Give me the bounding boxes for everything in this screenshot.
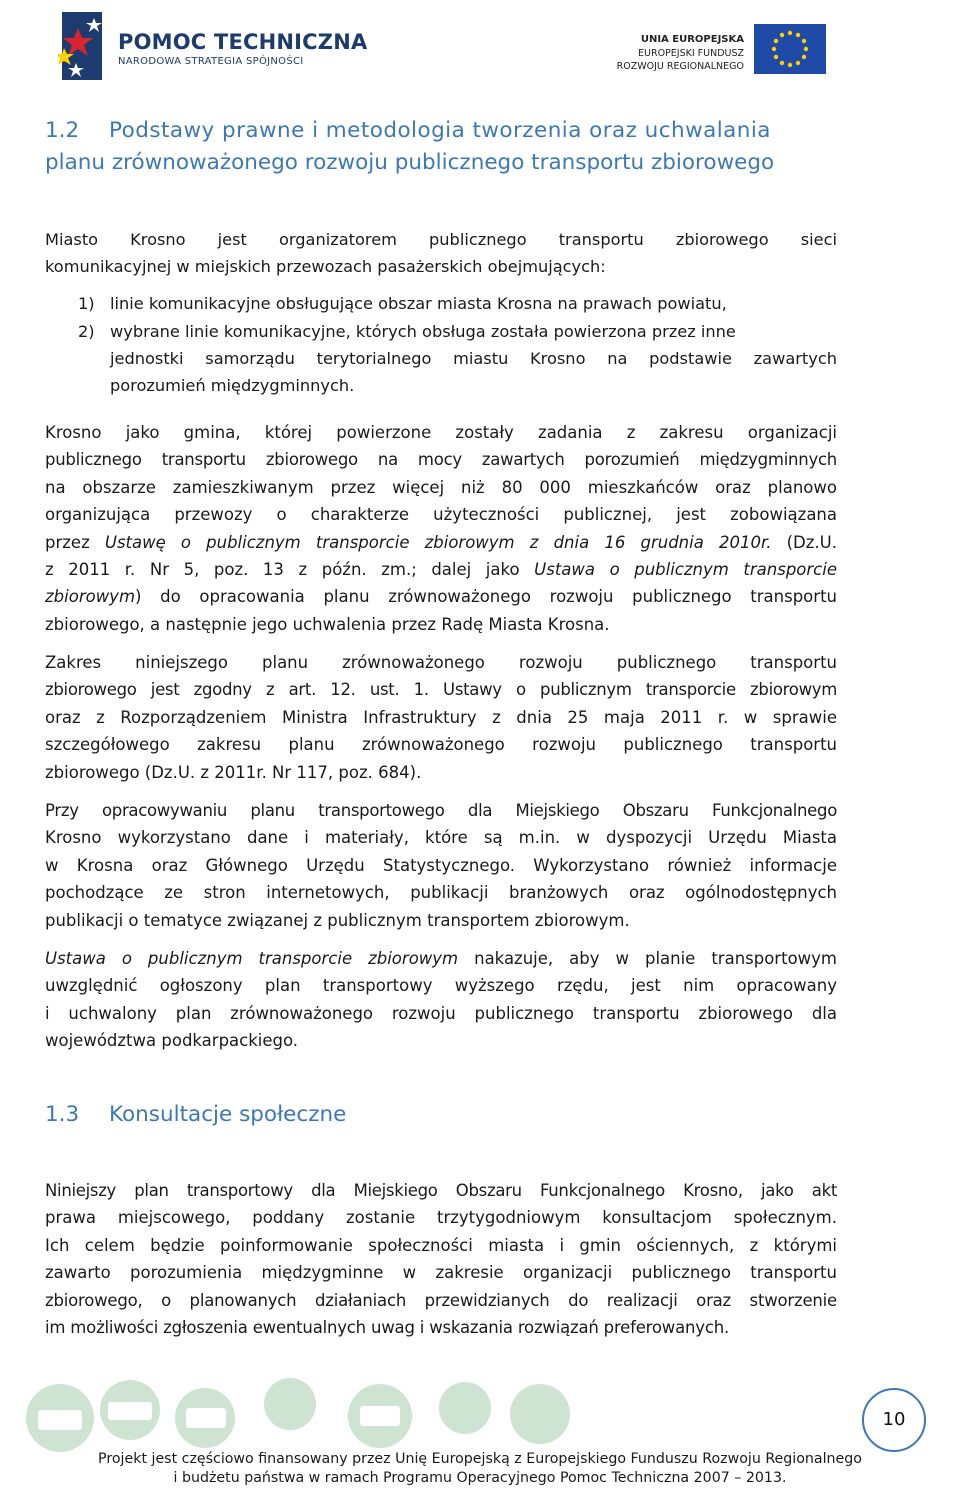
- text-line: Krosno wykorzystano dane i materiały, które są m.in. w dyspozycji Urzędu Miasta: [45, 828, 837, 848]
- text-line: oraz z Rozporządzeniem Ministra Infrastruktury z dnia 25 maja 2011 r. w sprawie: [45, 707, 837, 727]
- paragraph-zakres: [45, 649, 837, 786]
- text-line: im możliwości zgłoszenia ewentualnych uwag i wskazania rozwiązań preferowanych.: [45, 1318, 730, 1338]
- footer-line2: i budżetu państwa w ramach Programu Operacyjnego Pomoc Techniczna 2007 – 2013.: [173, 1470, 787, 1486]
- text-line: Ich celem będzie poinformowanie społeczności miasta i gmin ościennych, z którymi: [45, 1235, 837, 1255]
- text-line: zbiorowego (Dz.U. z 2011r. Nr 117, poz. 684).: [45, 762, 422, 782]
- text-line: [45, 945, 837, 972]
- text-line: [45, 529, 837, 556]
- text-line: na obszarze zamieszkiwanym przez więcej niż 80 000 mieszkańców oraz planowo: [45, 477, 837, 497]
- text-fragment: z 2011 r. Nr 5, poz. 13 z późn. zm.; dalej jako: [45, 560, 535, 580]
- list-text: porozumień międzygminnych.: [110, 376, 355, 396]
- paragraph-krosno-gmina: [45, 419, 837, 638]
- text-fragment: nakazuje, aby w planie transportowym: [458, 949, 837, 968]
- section-title: Konsultacje społeczne: [109, 1102, 347, 1127]
- eu-logo-line1: UNIA EUROPEJSKA: [640, 34, 744, 45]
- nss-emblem-icon: [58, 8, 118, 84]
- text-line: Krosno jako gmina, której powierzone zostały zadania z zakresu organizacji: [45, 423, 837, 442]
- text-line: zbiorowego, a następnie jego uchwalenia przez Radę Miasta Krosna.: [45, 614, 610, 634]
- list-item: [78, 290, 727, 317]
- list-number: 2): [78, 322, 95, 341]
- law-title-italic: Ustawę o publicznym transporcie zbiorowym z dnia 16 grudnia 2010r.: [104, 532, 772, 552]
- logo-title: POMOC TECHNICZNA: [118, 30, 368, 54]
- text-line: organizująca przewozy o charakterze użyteczności publicznej, jest zobowiązana: [45, 505, 837, 525]
- text-line: prawa miejscowego, poddany zostanie trzytygodniowym konsultacjom społecznym.: [45, 1208, 837, 1228]
- list-text: wybrane linie komunikacyjne, których obsługa została powierzona przez inne: [110, 322, 736, 341]
- section-number: 1.2: [45, 118, 80, 143]
- paragraph-ustawa: [45, 945, 837, 1055]
- list-item-continuation: [110, 345, 837, 400]
- eu-flag-icon: [754, 24, 826, 74]
- list-text: jednostki samorządu terytorialnego miastu Krosno na podstawie zawartych: [110, 349, 837, 368]
- text-line: województwa podkarpackiego.: [45, 1031, 299, 1051]
- text-line: publikacji o tematyce związanej z publicznym transportem zbiorowym.: [45, 910, 630, 930]
- intro-paragraph: [45, 226, 837, 281]
- text-line: uwzględnić ogłoszony plan transportowy wyższego rzędu, jest nim opracowany: [45, 976, 837, 996]
- text-line: Zakres niniejszego planu zrównoważonego rozwoju publicznego transportu: [45, 653, 837, 672]
- transport-icons-decoration: [20, 1374, 850, 1454]
- text-line: Niniejszy plan transportowy dla Miejskiego Obszaru Funkcjonalnego Krosno, jako akt: [45, 1181, 837, 1200]
- eu-logo-line3: ROZWOJU REGIONALNEGO: [616, 61, 744, 72]
- text-line: zawarto porozumienia międzygminne w zakresie organizacji publicznego transportu: [45, 1263, 837, 1283]
- text-line: w Krosna oraz Głównego Urzędu Statystycznego. Wykorzystano również informacje: [45, 855, 837, 875]
- text-line: pochodzące ze stron internetowych, publikacji branżowych oraz ogólnodostępnych: [45, 883, 837, 903]
- eu-logo: [614, 20, 834, 80]
- list-text: linie komunikacyjne obsługujące obszar miasta Krosna na prawach powiatu,: [110, 294, 727, 313]
- pomoc-techniczna-logo: [58, 8, 368, 84]
- text-line: zbiorowego jest zgodny z art. 12. ust. 1. Ustawy o publicznym transporcie zbiorowym: [45, 680, 837, 700]
- page-number: 10: [862, 1388, 926, 1452]
- section-1-2-heading: [45, 118, 771, 143]
- logo-subtitle: NARODOWA STRATEGIA SPÓJNOŚCI: [118, 56, 304, 67]
- text-fragment: ) do opracowania planu zrównoważonego rozwoju publicznego transportu: [135, 587, 837, 607]
- section-title-line1: Podstawy prawne i metodologia tworzenia oraz uchwalania: [109, 118, 771, 143]
- text-fragment: przez: [45, 532, 105, 552]
- law-title-italic: Ustawa o publicznym transporcie zbiorowym: [45, 949, 459, 968]
- section-number: 1.3: [45, 1102, 80, 1127]
- text-line: [45, 556, 837, 583]
- text-line: publicznego transportu zbiorowego na mocy zawartych porozumień międzygminnych: [45, 450, 837, 470]
- text-line: szczegółowego zakresu planu zrównoważonego rozwoju publicznego transportu: [45, 735, 837, 755]
- list-item: [78, 318, 736, 345]
- law-title-italic: zbiorowym: [45, 587, 136, 607]
- text-line: [45, 583, 837, 610]
- footer-line1: Projekt jest częściowo finansowany przez Unię Europejską z Europejskiego Funduszu Rozwoju Regionalnego: [98, 1451, 862, 1467]
- text-fragment: (Dz.U.: [771, 532, 837, 552]
- section-1-2-heading-line2: planu zrównoważonego rozwoju publicznego transportu zbiorowego: [45, 150, 775, 175]
- list-number: 1): [78, 294, 95, 313]
- text-line: zbiorowego, o planowanych działaniach przewidzianych do realizacji oraz stworzenie: [45, 1290, 837, 1310]
- paragraph-konsultacje: [45, 1177, 837, 1341]
- intro-line: komunikacyjnej w miejskich przewozach pasażerskich obejmujących:: [45, 257, 606, 277]
- law-title-italic: Ustawa o publicznym transporcie: [534, 560, 837, 580]
- paragraph-opracowanie: [45, 797, 837, 934]
- text-line: i uchwalony plan zrównoważonego rozwoju publicznego transportu zbiorowego dla: [45, 1003, 837, 1023]
- intro-line: Miasto Krosno jest organizatorem publicznego transportu zbiorowego sieci: [45, 230, 837, 249]
- eu-logo-line2: EUROPEJSKI FUNDUSZ: [638, 48, 744, 59]
- text-line: Przy opracowywaniu planu transportowego dla Miejskiego Obszaru Funkcjonalnego: [45, 801, 837, 820]
- section-1-3-heading: [45, 1102, 346, 1127]
